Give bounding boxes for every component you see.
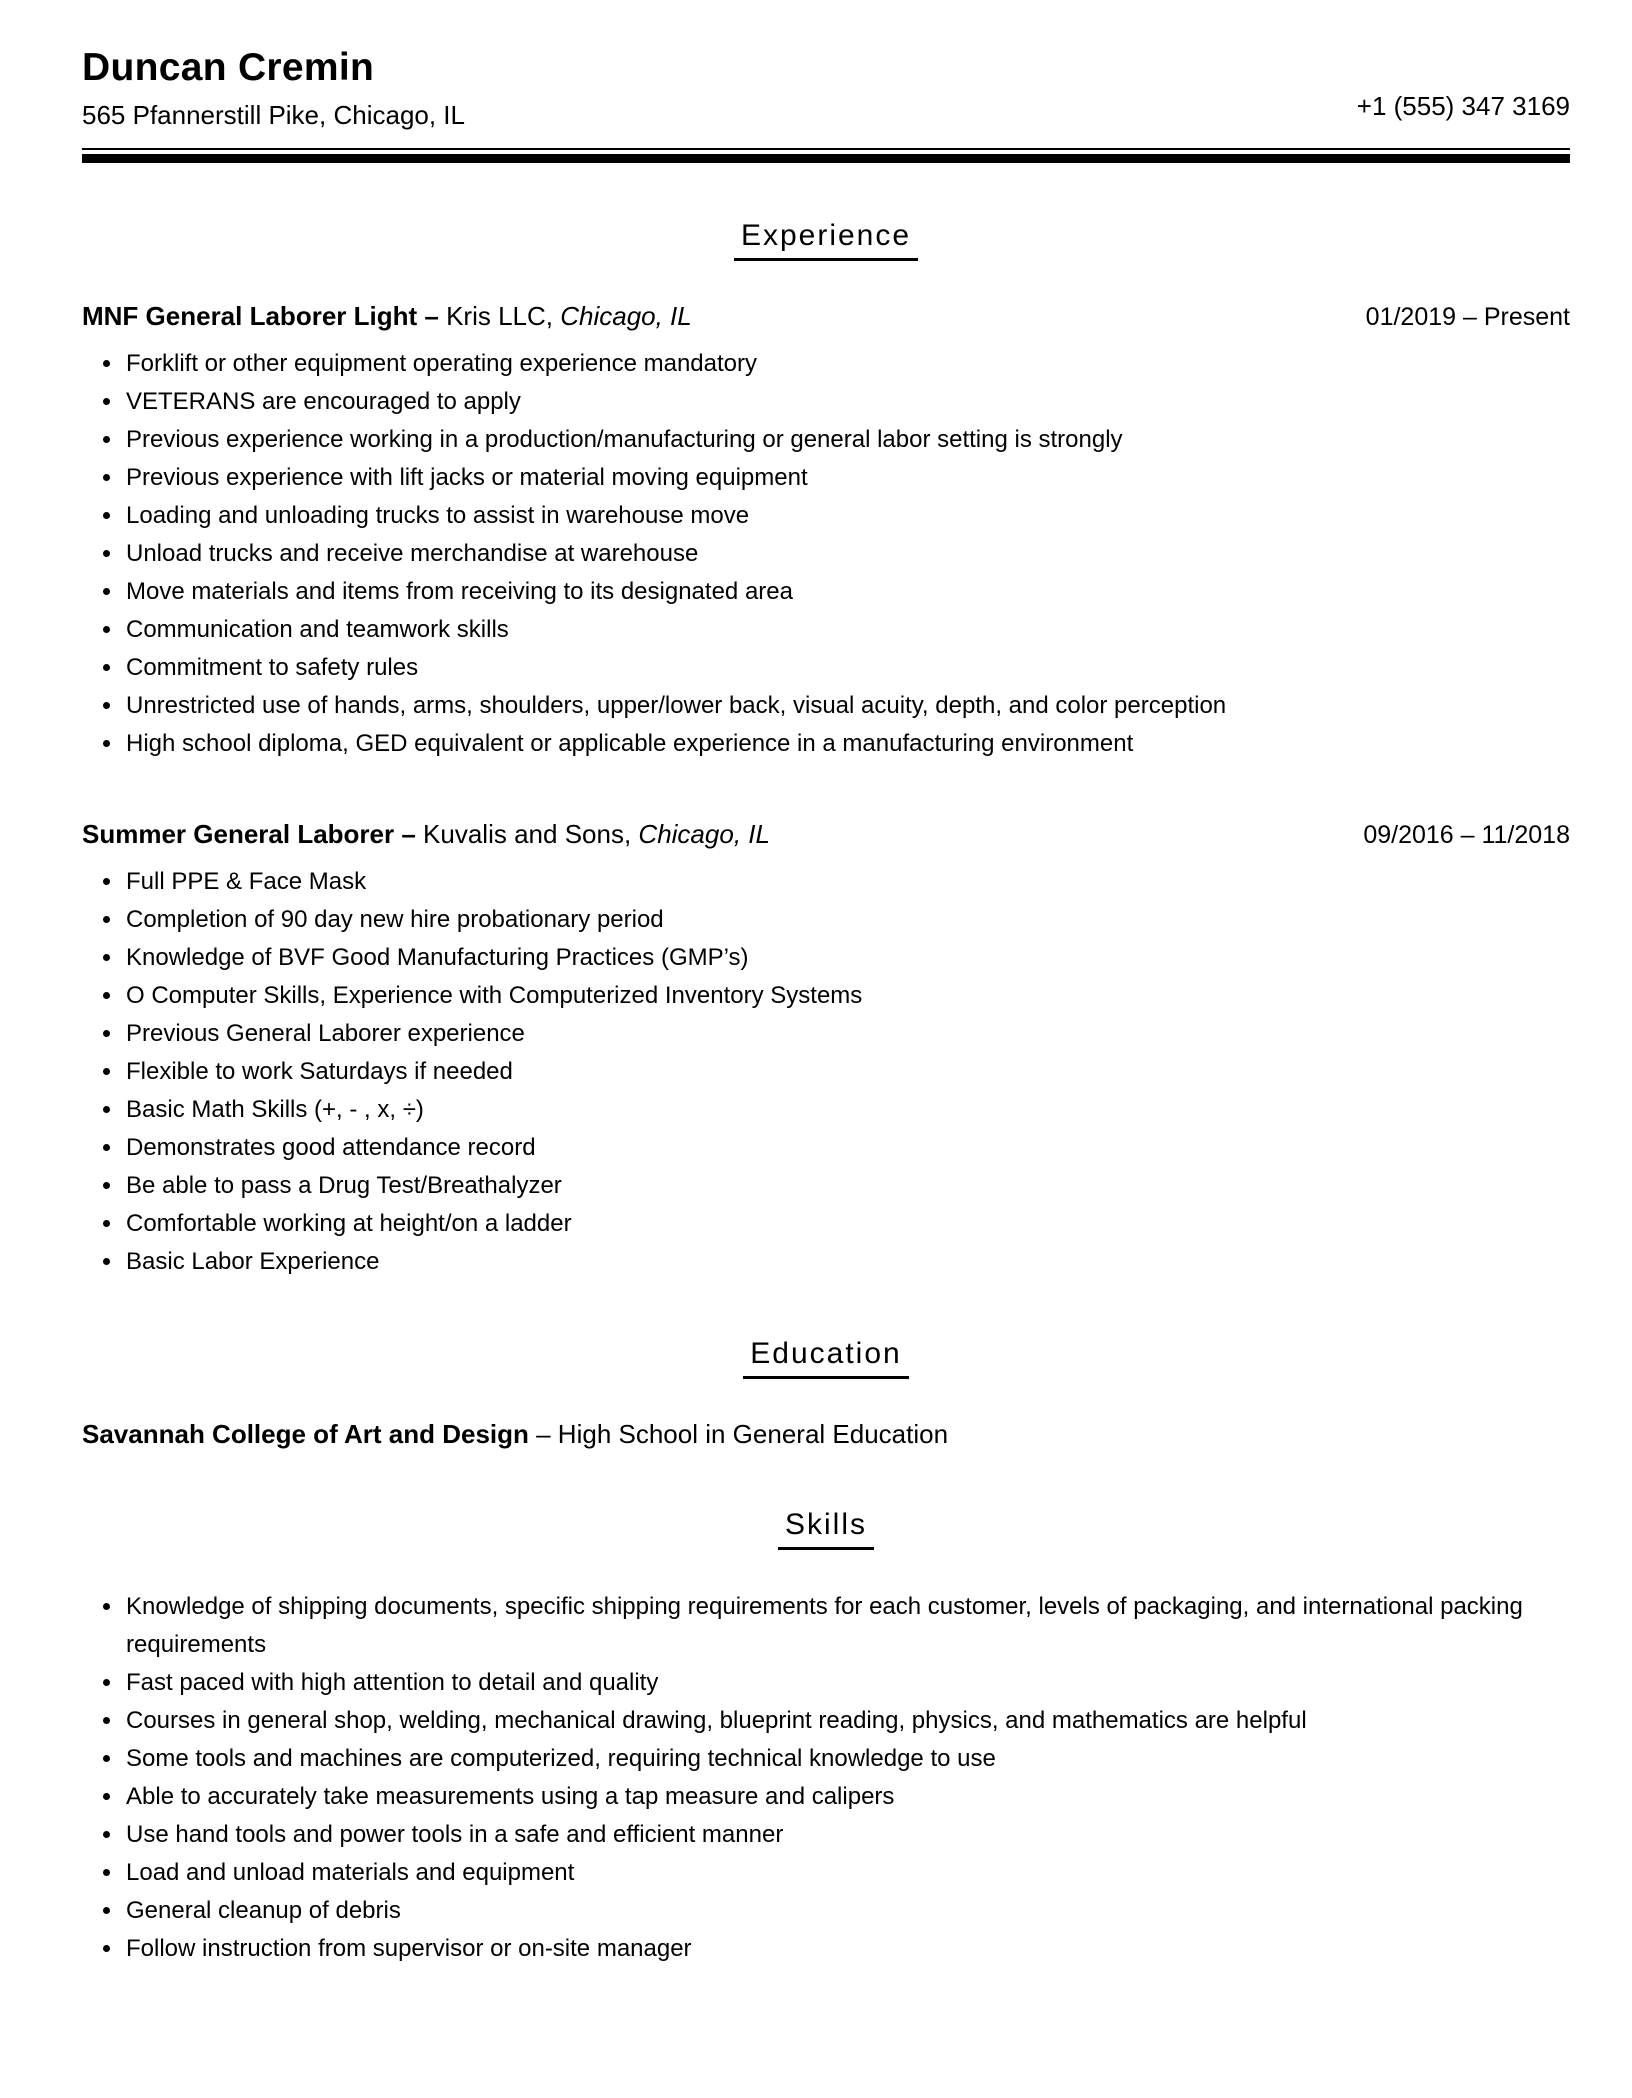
bullet-item: • Communication and teamwork skills <box>124 611 1570 649</box>
job-dates: 01/2019 – Present <box>1365 302 1570 331</box>
bullet-item: • Knowledge of shipping documents, specific shipping requirements for each customer, levels of packaging, and international packing requirements <box>124 1588 1570 1664</box>
bullet-item: • Able to accurately take measurements using a tap measure and calipers <box>124 1778 1570 1816</box>
bullet-item: • High school diploma, GED equivalent or applicable experience in a manufacturing environment <box>124 725 1570 763</box>
bullet-item: • Previous General Laborer experience <box>124 1015 1570 1053</box>
education-school: Savannah College of Art and Design <box>82 1419 529 1450</box>
skills-heading <box>82 1508 1570 1550</box>
bullet-item: • General cleanup of debris <box>124 1892 1570 1930</box>
job-company: Kuvalis and Sons, <box>423 818 632 849</box>
job-dates: 09/2016 – 11/2018 <box>1363 820 1570 849</box>
job-header <box>82 817 1570 852</box>
person-phone: +1 (555) 347 3169 <box>1356 91 1570 121</box>
header-divider <box>82 148 1570 163</box>
bullet-item: • Knowledge of BVF Good Manufacturing Practices (GMP’s) <box>124 939 1570 977</box>
education-entry <box>82 1417 1570 1452</box>
person-name: Duncan Cremin <box>82 46 375 89</box>
bullet-item: • Move materials and items from receiving to its designated area <box>124 573 1570 611</box>
job-bullet-list <box>82 863 1570 1281</box>
experience-heading-text: Experience <box>734 219 918 261</box>
bullet-item: • Full PPE & Face Mask <box>124 863 1570 901</box>
header-identity <box>82 46 465 131</box>
bullet-item: • Basic Labor Experience <box>124 1243 1570 1281</box>
job-header <box>82 299 1570 334</box>
bullet-item: • Follow instruction from supervisor or on-site manager <box>124 1930 1570 1968</box>
bullet-item: • Be able to pass a Drug Test/Breathalyzer <box>124 1167 1570 1205</box>
bullet-item: • O Computer Skills, Experience with Computerized Inventory Systems <box>124 977 1570 1015</box>
bullet-item: • Fast paced with high attention to detail and quality <box>124 1664 1570 1702</box>
bullet-item: • Forklift or other equipment operating experience mandatory <box>124 345 1570 383</box>
bullet-item: • Some tools and machines are computerized, requiring technical knowledge to use <box>124 1740 1570 1778</box>
education-heading-text: Education <box>743 1337 908 1379</box>
section-skills <box>82 1508 1570 1968</box>
bullet-item: • VETERANS are encouraged to apply <box>124 383 1570 421</box>
skills-heading-text: Skills <box>778 1508 874 1550</box>
bullet-item: • Basic Math Skills (+, - , x, ÷) <box>124 1091 1570 1129</box>
job-bullet-list <box>82 345 1570 763</box>
job-location: Chicago, IL <box>560 300 692 331</box>
job-location: Chicago, IL <box>638 818 770 849</box>
bullet-item: • Loading and unloading trucks to assist in warehouse move <box>124 497 1570 535</box>
education-degree: – High School in General Education <box>536 1419 949 1450</box>
education-heading <box>82 1337 1570 1379</box>
job-title-line <box>82 817 770 852</box>
job-entry-2 <box>82 817 1570 1281</box>
skills-bullet-list <box>82 1588 1570 1968</box>
job-title-line <box>82 299 692 334</box>
bullet-item: • Completion of 90 day new hire probationary period <box>124 901 1570 939</box>
bullet-item: • Comfortable working at height/on a ladder <box>124 1205 1570 1243</box>
bullet-item: • Previous experience with lift jacks or material moving equipment <box>124 459 1570 497</box>
section-experience <box>82 219 1570 1281</box>
bullet-item: • Flexible to work Saturdays if needed <box>124 1053 1570 1091</box>
job-company: Kris LLC, <box>446 300 553 331</box>
bullet-item: • Unload trucks and receive merchandise at warehouse <box>124 535 1570 573</box>
divider-thick-line <box>82 154 1570 163</box>
job-title: MNF General Laborer Light – <box>82 300 439 331</box>
bullet-item: • Previous experience working in a production/manufacturing or general labor setting is strongly <box>124 421 1570 459</box>
person-address: 565 Pfannerstill Pike, Chicago, IL <box>82 99 465 130</box>
job-entry-1 <box>82 299 1570 763</box>
header <box>82 46 1570 131</box>
divider-thin-line <box>82 148 1570 150</box>
bullet-item: • Courses in general shop, welding, mechanical drawing, blueprint reading, physics, and mathematics are helpful <box>124 1702 1570 1740</box>
bullet-item: • Commitment to safety rules <box>124 649 1570 687</box>
job-title: Summer General Laborer – <box>82 818 416 849</box>
experience-heading <box>82 219 1570 261</box>
bullet-item: • Use hand tools and power tools in a safe and efficient manner <box>124 1816 1570 1854</box>
bullet-item: • Demonstrates good attendance record <box>124 1129 1570 1167</box>
bullet-item: • Load and unload materials and equipment <box>124 1854 1570 1892</box>
bullet-item: • Unrestricted use of hands, arms, shoulders, upper/lower back, visual acuity, depth, and color perception <box>124 687 1570 725</box>
section-education <box>82 1337 1570 1452</box>
